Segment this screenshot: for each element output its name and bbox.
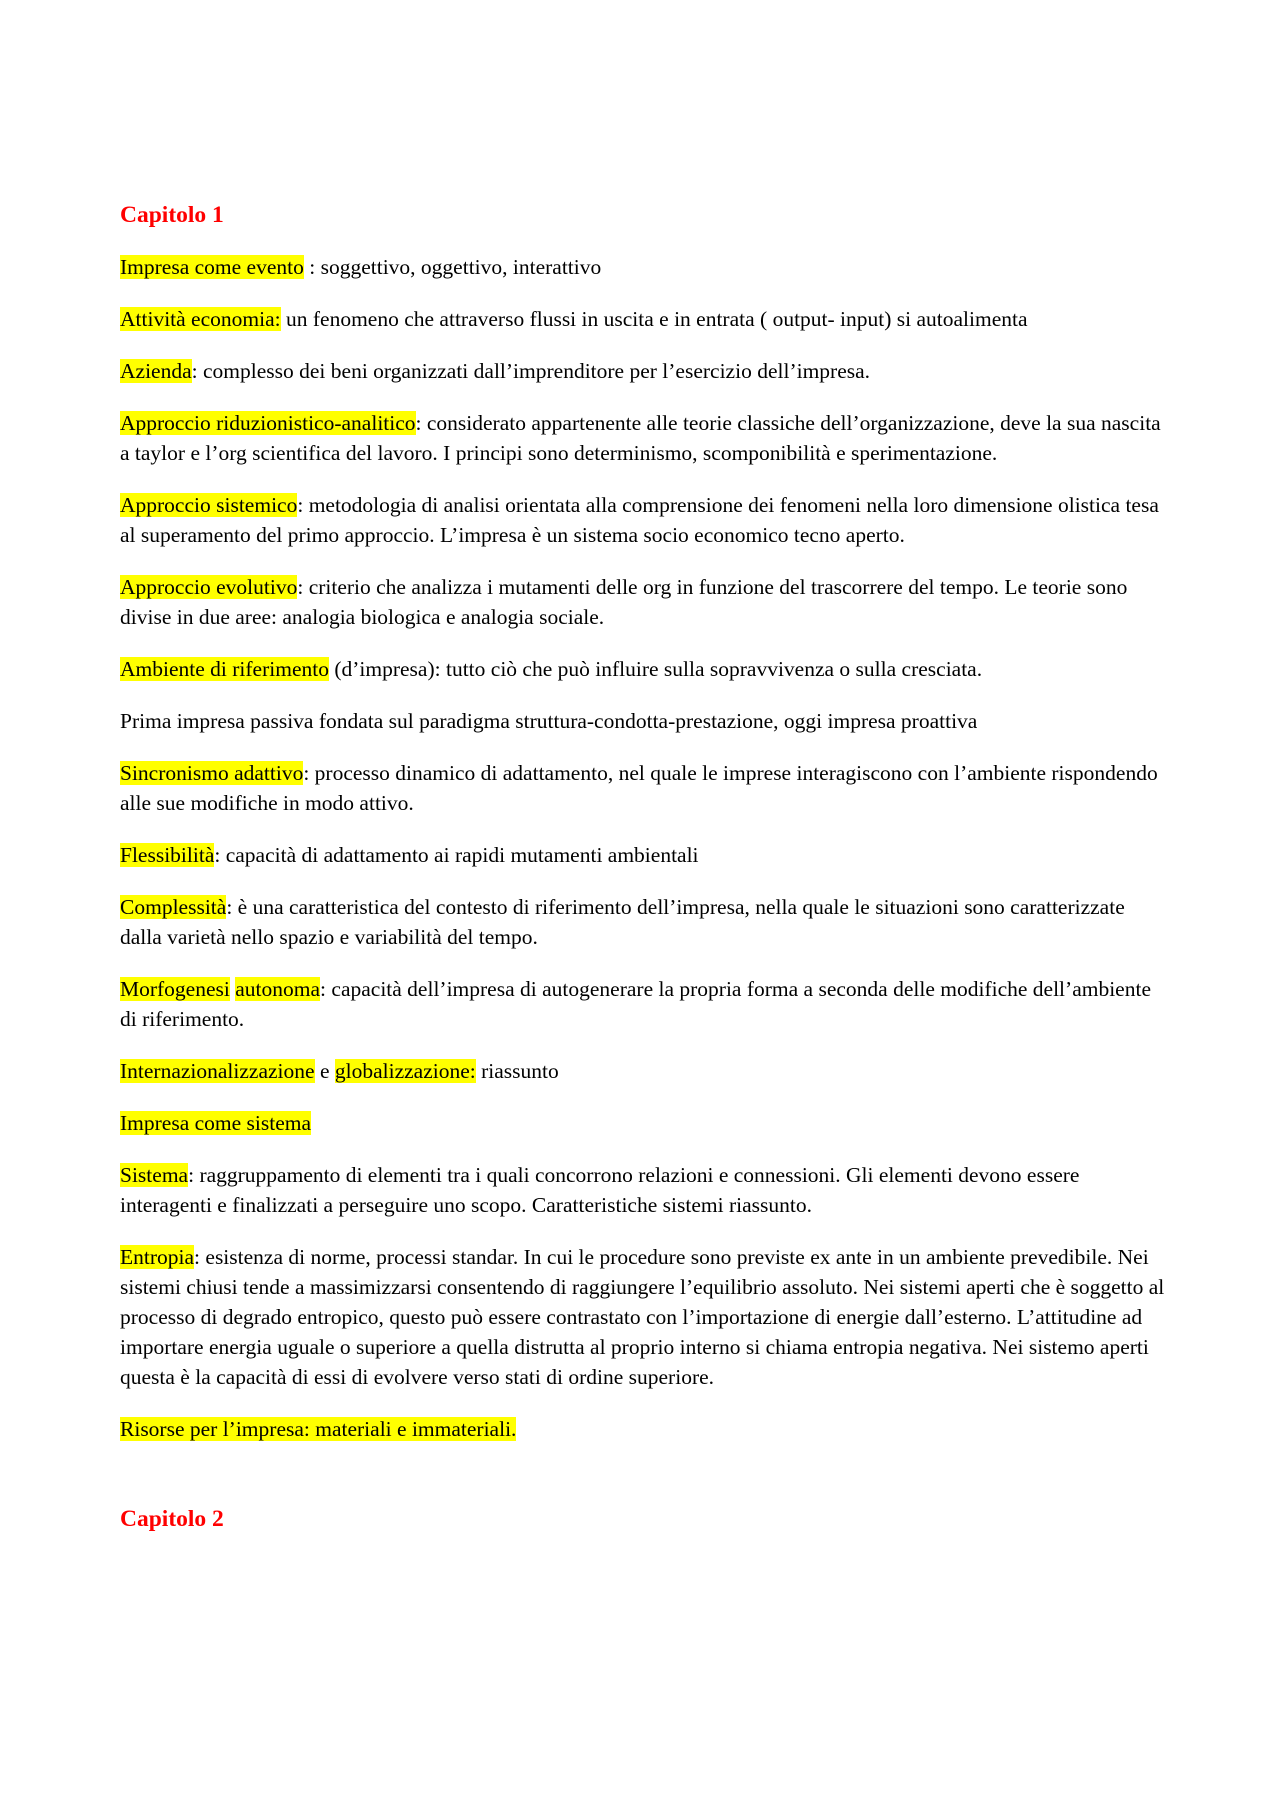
chapter-1-heading: Capitolo 1 (120, 202, 224, 228)
paragraph-prima-impresa: Prima impresa passiva fondata sul paradigma struttura-condotta-prestazione, oggi impresa proattiva (120, 709, 978, 733)
paragraph-azienda (120, 356, 1165, 386)
highlighted-term: Impresa come sistema (120, 1111, 312, 1135)
paragraph-text: e (314, 1059, 335, 1083)
highlighted-term: Morfogenesi (120, 977, 230, 1001)
paragraph-text: : capacità dell’impresa di autogenerare la propria forma a seconda delle modifiche dell’ambiente di riferimento. (120, 977, 1151, 1031)
paragraph-impresa-come-evento (120, 252, 1165, 282)
paragraph-text: : raggruppamento di elementi tra i quali concorrono relazioni e connessioni. Gli elementi devono essere interagenti e finalizzati a perseguire uno scopo. Caratteristiche sistemi riassunto. (120, 1163, 1080, 1217)
paragraph-impresa-come-sistema (120, 1108, 1165, 1138)
paragraph-ambiente-di-riferimento (120, 654, 1165, 684)
highlighted-term: Azienda (120, 359, 192, 383)
paragraph-text: : considerato appartenente alle teorie classiche dell’organizzazione, deve la sua nascita a taylor e l’org scientifica del lavoro. I principi sono determinismo, scomponibilità e sperimentazione. (120, 411, 1161, 465)
highlighted-term: Entropia (120, 1245, 195, 1269)
paragraph-sincronismo-adattivo (120, 758, 1165, 818)
highlighted-term: Risorse per l’impresa: materiali e immateriali. (120, 1417, 517, 1441)
chapter-2-heading: Capitolo 2 (120, 1506, 224, 1532)
paragraph-text: riassunto (475, 1059, 559, 1083)
paragraph-text: (d’impresa): tutto ciò che può influire sulla sopravvivenza o sulla cresciata. (328, 657, 983, 681)
paragraph-text: un fenomeno che attraverso flussi in uscita e in entrata ( output- input) si autoalimenta (280, 307, 1028, 331)
paragraph-entropia (120, 1242, 1165, 1392)
paragraph-text: : soggettivo, oggettivo, interattivo (303, 255, 602, 279)
highlighted-term: globalizzazione: (334, 1059, 476, 1083)
paragraph-text: : processo dinamico di adattamento, nel quale le imprese interagiscono con l’ambiente rispondendo alle sue modifiche in modo attivo. (120, 761, 1158, 815)
paragraph-attivita-economia (120, 304, 1165, 334)
paragraph-morfogenesi-autonoma (120, 974, 1165, 1034)
highlighted-term: Approccio riduzionistico-analitico (120, 411, 416, 435)
highlighted-term: Sincronismo adattivo (120, 761, 304, 785)
paragraph-text: : metodologia di analisi orientata alla comprensione dei fenomeni nella loro dimensione olistica tesa al superamento del primo approccio. L’impresa è un sistema socio economico tecno aperto. (120, 493, 1159, 547)
paragraph-text: : criterio che analizza i mutamenti delle org in funzione del trascorrere del tempo. Le teorie sono divise in due aree: analogia biologica e analogia sociale. (120, 575, 1128, 629)
paragraph-text: : complesso dei beni organizzati dall’imprenditore per l’esercizio dell’impresa. (191, 359, 871, 383)
paragraph-complessita (120, 892, 1165, 952)
highlighted-term: autonoma (235, 977, 321, 1001)
paragraph-text: : esistenza di norme, processi standar. In cui le procedure sono previste ex ante in un ambiente prevedibile. Nei sistemi chiusi tende a massimizzarsi consentendo di raggiungere l’equilibrio assoluto. Nei sistemi aperti che è soggetto al processo di degrado entropico, questo può essere contrastato con l’importazione di energie dall’esterno. L’attitudine ad importare energia uguale o superiore a quella distrutta al proprio interno si chiama entropia negativa. Nei sistemo aperti questa è la capacità di essi di evolvere verso stati di ordine superiore. (120, 1245, 1165, 1389)
paragraph-approccio-riduzionistico (120, 408, 1165, 468)
highlighted-term: Attività economia: (120, 307, 281, 331)
paragraph-text: : è una caratteristica del contesto di riferimento dell’impresa, nella quale le situazioni sono caratterizzate dalla varietà nello spazio e variabilità del tempo. (120, 895, 1125, 949)
highlighted-term: Complessità (120, 895, 227, 919)
highlighted-term: Ambiente di riferimento (120, 657, 329, 681)
document-body (120, 198, 1165, 1536)
paragraph-text: : capacità di adattamento ai rapidi mutamenti ambientali (214, 843, 699, 867)
highlighted-term: Approccio evolutivo (120, 575, 298, 599)
highlighted-term: Internazionalizzazione (120, 1059, 315, 1083)
highlighted-term: Sistema (120, 1163, 189, 1187)
paragraph-approccio-sistemico (120, 490, 1165, 550)
highlighted-term: Impresa come evento (120, 255, 304, 279)
paragraph-flessibilita (120, 840, 1165, 870)
paragraph-risorse (120, 1414, 1165, 1444)
paragraph-internazionalizzazione (120, 1056, 1165, 1086)
paragraph-sistema (120, 1160, 1165, 1220)
paragraph-approccio-evolutivo (120, 572, 1165, 632)
highlighted-term: Flessibilità (120, 843, 215, 867)
highlighted-term: Approccio sistemico (120, 493, 298, 517)
